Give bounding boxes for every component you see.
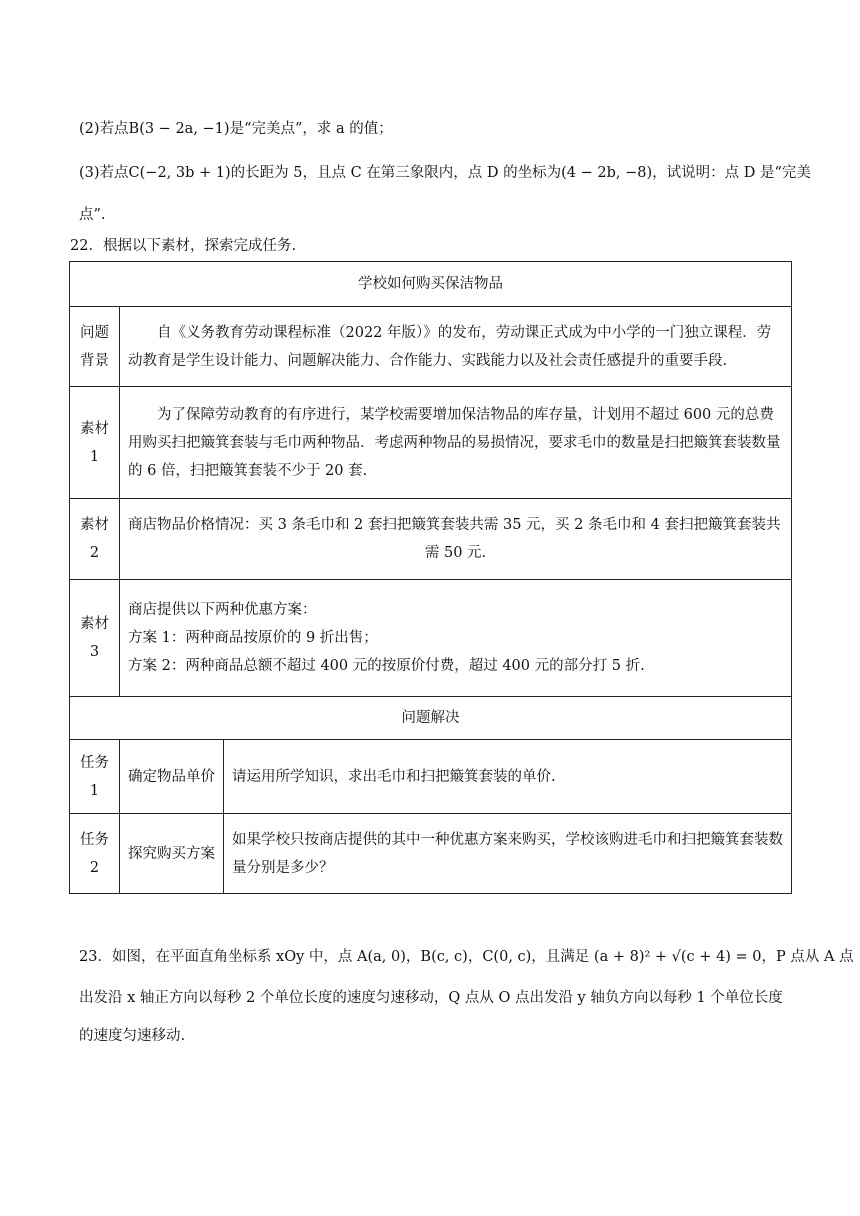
material3-line3: 方案 2：两种商品总额不超过 400 元的按原价付费，超过 400 元的部分打 5 折.: [128, 658, 645, 674]
task1-text: 请运用所学知识，求出毛巾和扫把簸箕套装的单价.: [224, 740, 792, 814]
solve-header: 问题解决: [70, 697, 792, 740]
material2-line1: 商店物品价格情况：买 3 条毛巾和 2 套扫把簸箕套装共需 35 元，买 2 条毛巾和 4 套扫把簸箕套装共: [128, 517, 781, 533]
q22-intro: 22．根据以下素材，探索完成任务.: [70, 238, 297, 254]
material1-text: 为了保障劳动教育的有序进行，某学校需要增加保洁物品的库存量，计划用不超过 600 元的总费用购买扫把簸箕套装与毛巾两种物品．考虑两种物品的易损情况，要求毛巾的数量是扫把簸箕套装数量的 6 倍，扫把簸箕套装不少于 20 套.: [120, 387, 792, 499]
task2-label: 任务2: [70, 814, 120, 894]
q21-part3-line2: 点”.: [79, 207, 106, 223]
material2-line2: 需 50 元.: [424, 545, 487, 561]
material3-text: [120, 580, 792, 697]
table-title: 学校如何购买保洁物品: [70, 262, 792, 307]
q23-line2: 出发沿 x 轴正方向以每秒 2 个单位长度的速度匀速移动，Q 点从 O 点出发沿 y 轴负方向以每秒 1 个单位长度: [79, 990, 783, 1006]
background-label: 问题背景: [70, 307, 120, 387]
material2-label: 素材2: [70, 499, 120, 580]
task1-name: 确定物品单价: [120, 740, 224, 814]
task1-label: 任务1: [70, 740, 120, 814]
material3-label: 素材3: [70, 580, 120, 697]
material3-line2: 方案 1：两种商品按原价的 9 折出售；: [128, 630, 378, 646]
q21-part2: (2)若点B(3 − 2a, −1)是“完美点”，求 a 的值；: [79, 121, 393, 137]
q23-line3: 的速度匀速移动.: [79, 1028, 186, 1044]
material1-label: 素材1: [70, 387, 120, 499]
task2-text: 如果学校只按商店提供的其中一种优惠方案来购买，学校该购进毛巾和扫把簸箕套装数量分别是多少？: [224, 814, 792, 894]
material3-line1: 商店提供以下两种优惠方案：: [128, 602, 317, 618]
task2-name: 探究购买方案: [120, 814, 224, 894]
q21-part3-line1: (3)若点C(−2, 3b + 1)的长距为 5，且点 C 在第三象限内，点 D 的坐标为(4 − 2b, −8)，试说明：点 D 是“完美: [79, 165, 811, 181]
material2-text: [120, 499, 792, 580]
q22-task-table: [69, 261, 792, 894]
background-text: 自《义务教育劳动课程标准（2022 年版）》的发布，劳动课正式成为中小学的一门独立课程．劳动教育是学生设计能力、问题解决能力、合作能力、实践能力以及社会责任感提升的重要手段.: [120, 307, 792, 387]
q23-line1: 23．如图，在平面直角坐标系 xOy 中，点 A(a, 0)，B(c, c)，C(0, c)，且满足 (a + 8)² + √(c + 4) = 0，P 点从 A 点: [79, 949, 854, 965]
